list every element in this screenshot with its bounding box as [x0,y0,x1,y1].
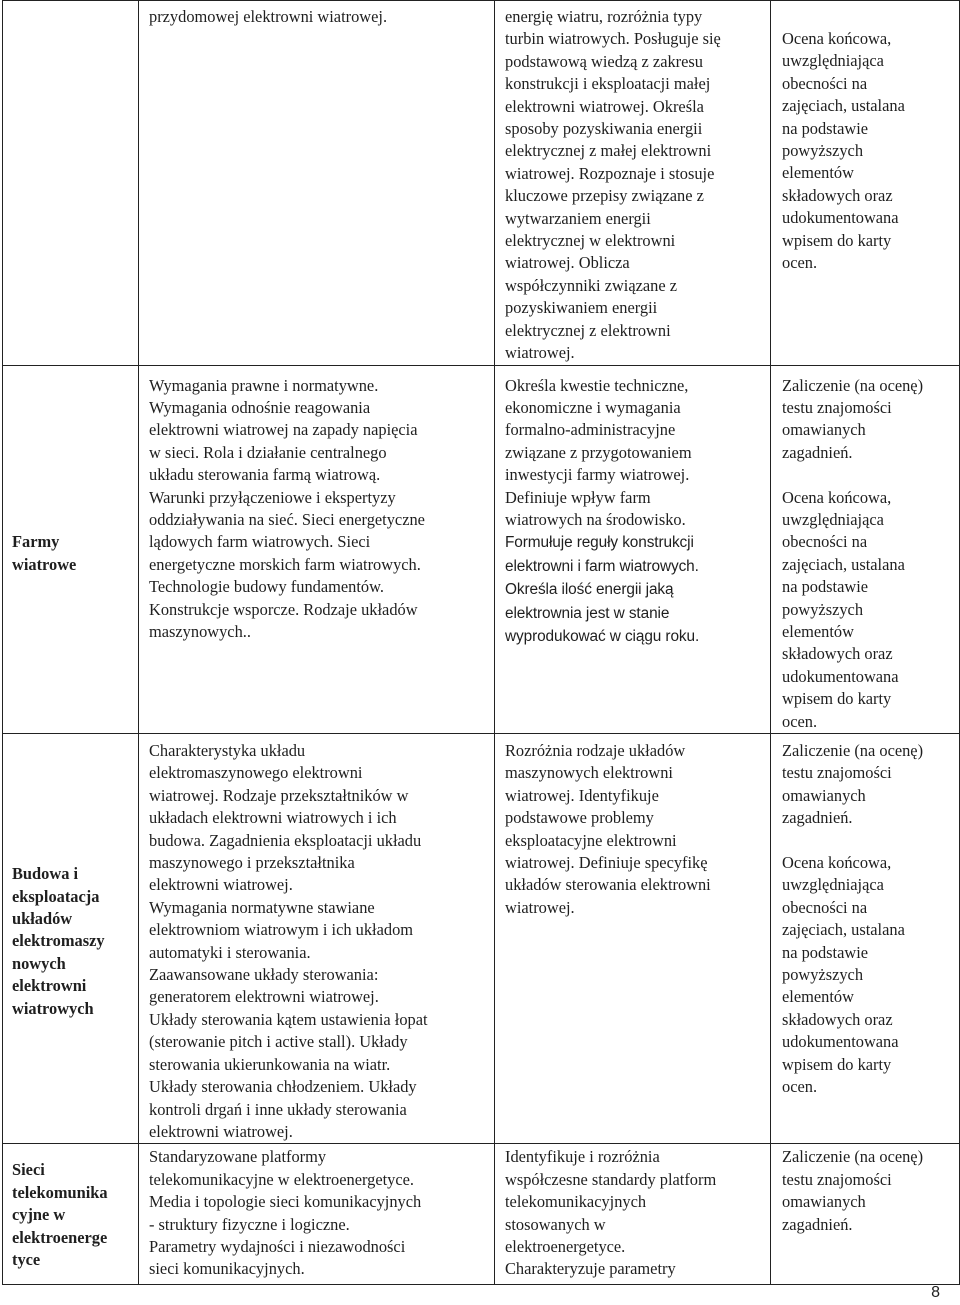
content-line: oddziaływania na sieć. Sieci energetyczne [149,509,425,529]
content-line: Technologie budowy fundamentów. [149,577,384,597]
topic-cell [3,1144,139,1285]
assessment-line: uwzględniająca [782,51,884,71]
effects-line: formalno-administracyjne [505,420,676,440]
content-line: Warunki przyłączeniowe i ekspertyzy [149,487,396,507]
content-cell [139,1,495,366]
learning-effects-cell [495,734,771,1144]
assessment-line: zagadnień. [782,1214,853,1234]
content-line: Wymagania normatywne stawiane [149,897,375,917]
assessment-line: na podstawie [782,118,869,138]
effects-line: wiatrowej. Rozpoznaje i stosuje [505,163,715,183]
content-line: elektrowni wiatrowej. [149,1121,293,1141]
effects-line: elektrowni wiatrowej. Określa [505,96,704,116]
effects-line: wiatrowej. Oblicza [505,253,630,273]
effects-line: Formułuje reguły konstrukcji [505,534,694,552]
assessment-line: zagadnień. [782,442,853,462]
effects-line: związane z przygotowaniem [505,442,692,462]
effects-line: wiatrowej. [505,897,575,917]
content-line: Parametry wydajności i niezawodności [149,1236,406,1256]
assessment-line: udokumentowana [782,666,899,686]
assessment-line: uwzględniająca [782,875,884,895]
assessment-line: testu znajomości [782,1169,892,1189]
content-line: przydomowej elektrowni wiatrowej. [149,7,388,26]
assessment-line: Zaliczenie (na ocenę) [782,375,924,395]
assessment-line: na podstawie [782,577,869,597]
effects-line: ekonomiczne i wymagania [505,397,681,417]
topic-line: wiatrowych [12,998,94,1018]
topic-line: elektrowni [12,976,87,996]
content-line: Układy sterowania kątem ustawienia łopat [149,1009,428,1029]
content-line: Układy sterowania chłodzeniem. Układy [149,1077,417,1097]
effects-line: Definiuje wpływ farm [505,487,651,507]
assessment-line: składowych oraz [782,185,893,205]
content-line: układach elektrowni wiatrowych i ich [149,808,397,828]
content-line: Wymagania odnośnie reagowania [149,397,371,417]
assessment-line: powyższych [782,965,864,985]
content-line: (sterowanie pitch i active stall). Układy [149,1032,408,1052]
effects-line: Rozróżnia rodzaje układów [505,741,686,760]
topic-line: tyce [12,1249,41,1269]
assessment-line: Ocena końcowa, [782,853,892,873]
assessment-cell [771,1,960,366]
topic-line: elektromaszy [12,931,105,951]
effects-line: wiatrowej. Definiuje specyfikę [505,853,708,873]
assessment-line [782,830,955,852]
content-line: elektrowni wiatrowej. [149,875,293,895]
effects-line: wiatrowej. Identyfikuje [505,785,659,805]
content-line: telekomunikacyjne w elektroenergetyce. [149,1169,415,1189]
assessment-line: omawianych [782,420,866,440]
content-line: automatyki i sterowania. [149,942,311,962]
assessment-line: elementów [782,621,854,641]
assessment-line: obecności na [782,73,868,93]
effects-line: podstawową wiedzą z zakresu [505,51,703,71]
content-line: generatorem elektrowni wiatrowej. [149,987,379,1007]
effects-line: elektroenergetyce. [505,1236,626,1256]
content-line: Charakterystyka układu [149,741,306,760]
content-line: elektrowni wiatrowej na zapady napięcia [149,420,418,440]
assessment-line: testu znajomości [782,397,892,417]
effects-line: współczesne standardy platform [505,1169,717,1189]
assessment-line: zajęciach, ustalana [782,920,905,940]
effects-line: sposoby pozyskiwania energii [505,119,703,139]
assessment-line: Zaliczenie (na ocenę) [782,1147,924,1167]
effects-line: stosowanych w [505,1214,606,1234]
content-line: kontroli drgań i inne układy sterowania [149,1099,407,1119]
effects-line: wytwarzaniem energii [505,208,651,228]
content-line: sieci komunikacyjnych. [149,1259,305,1279]
assessment-line: ocen. [782,711,818,731]
effects-line: elektrycznej z małej elektrowni [505,141,712,161]
assessment-line: omawianych [782,1192,866,1212]
page-number: 8 [931,1284,940,1301]
assessment-line: Ocena końcowa, [782,487,892,507]
effects-line: Charakteryzuje parametry [505,1259,676,1279]
content-line: maszynowych.. [149,621,251,641]
content-line: elektrowniom wiatrowym i ich układom [149,920,414,940]
topic-line: telekomunika [12,1182,108,1202]
assessment-line: powyższych [782,141,864,161]
assessment-line: ocen. [782,253,818,273]
content-line: Media i topologie sieci komunikacyjnych [149,1192,422,1212]
assessment-line [782,464,955,486]
syllabus-table [2,0,960,1285]
topic-line: Sieci [12,1160,45,1180]
topic-line: układów [12,909,73,929]
topic-line: Farmy [12,532,60,552]
topic-line: nowych [12,953,66,973]
effects-line: elektrownia jest w stanie [505,604,670,622]
topic-cell [3,365,139,734]
assessment-line: obecności na [782,532,868,552]
effects-line: układów sterowania elektrowni [505,875,711,895]
effects-line: konstrukcji i eksploatacji małej [505,74,711,94]
effects-line: wyprodukować w ciągu roku. [505,627,700,645]
table-row [3,1144,960,1285]
effects-line: kluczowe przepisy związane z [505,186,704,206]
assessment-line: obecności na [782,897,868,917]
assessment-line: udokumentowana [782,1032,899,1052]
effects-line: maszynowych elektrowni [505,763,673,783]
learning-effects-cell [495,1,771,366]
content-line: maszynowego i przekształtnika [149,853,355,873]
assessment-line: uwzględniająca [782,509,884,529]
effects-line: inwestycji farmy wiatrowej. [505,465,690,485]
assessment-line: omawianych [782,785,866,805]
assessment-line: udokumentowana [782,208,899,228]
assessment-line: zagadnień. [782,808,853,828]
assessment-line: wpisem do karty [782,230,892,250]
content-line: w sieci. Rola i działanie centralnego [149,442,387,462]
assessment-line: wpisem do karty [782,689,892,709]
topic-line: eksploatacja [12,886,100,906]
topic-line: Budowa i [12,864,79,884]
topic-line: cyjne w [12,1205,66,1225]
content-line: - struktury fizyczne i logiczne. [149,1214,350,1234]
assessment-cell [771,734,960,1144]
effects-line: wiatrowej. [505,343,575,363]
assessment-line: Ocena końcowa, [782,29,892,48]
assessment-line: testu znajomości [782,763,892,783]
effects-line: telekomunikacyjnych [505,1192,647,1212]
effects-line: Określa kwestie techniczne, [505,375,689,395]
effects-line: elektrowni i farm wiatrowych. [505,557,699,575]
assessment-line: zajęciach, ustalana [782,554,905,574]
assessment-line: wpisem do karty [782,1054,892,1074]
content-cell [139,365,495,734]
content-line: Standaryzowane platformy [149,1147,327,1167]
effects-line: wiatrowych na środowisko. [505,509,686,529]
effects-line: eksploatacyjne elektrowni [505,830,677,850]
content-line: układu sterowania farmą wiatrową. [149,465,381,485]
topic-line: elektroenerge [12,1227,108,1247]
assessment-line: składowych oraz [782,644,893,664]
table-row [3,734,960,1144]
learning-effects-cell [495,365,771,734]
assessment-line: na podstawie [782,942,869,962]
content-cell [139,1144,495,1285]
table-row [3,1,960,366]
learning-effects-cell [495,1144,771,1285]
table-row [3,365,960,734]
effects-line: Określa ilość energii jaką [505,581,674,599]
effects-line: pozyskiwaniem energii [505,298,658,318]
effects-line: Identyfikuje i rozróżnia [505,1147,660,1167]
topic-cell [3,734,139,1144]
content-cell [139,734,495,1144]
content-line: energetyczne morskich farm wiatrowych. [149,554,421,574]
effects-line: podstawowe problemy [505,808,654,828]
assessment-line: elementów [782,163,854,183]
assessment-cell [771,1144,960,1285]
assessment-line: zajęciach, ustalana [782,96,905,116]
assessment-line: powyższych [782,599,864,619]
effects-line: elektrycznej z elektrowni [505,320,671,340]
content-line: Zaawansowane układy sterowania: [149,965,379,985]
assessment-line: ocen. [782,1077,818,1097]
effects-line: energię wiatru, rozróżnia typy [505,7,703,26]
effects-line: turbin wiatrowych. Posługuje się [505,29,721,49]
assessment-line: składowych oraz [782,1009,893,1029]
effects-line: elektrycznej w elektrowni [505,231,676,251]
topic-cell [3,1,139,366]
topic-line: wiatrowe [12,554,77,574]
effects-line: współczynniki związane z [505,275,678,295]
assessment-line: elementów [782,987,854,1007]
content-line: elektromaszynowego elektrowni [149,763,363,783]
content-line: sterowania ukierunkowania na wiatr. [149,1054,391,1074]
content-line: Konstrukcje wsporcze. Rodzaje układów [149,599,418,619]
content-line: Wymagania prawne i normatywne. [149,375,379,395]
assessment-cell [771,365,960,734]
assessment-line: Zaliczenie (na ocenę) [782,741,924,760]
content-line: budowa. Zagadnienia eksploatacji układu [149,830,422,850]
content-line: wiatrowej. Rodzaje przekształtników w [149,785,409,805]
content-line: lądowych farm wiatrowych. Sieci [149,532,371,552]
